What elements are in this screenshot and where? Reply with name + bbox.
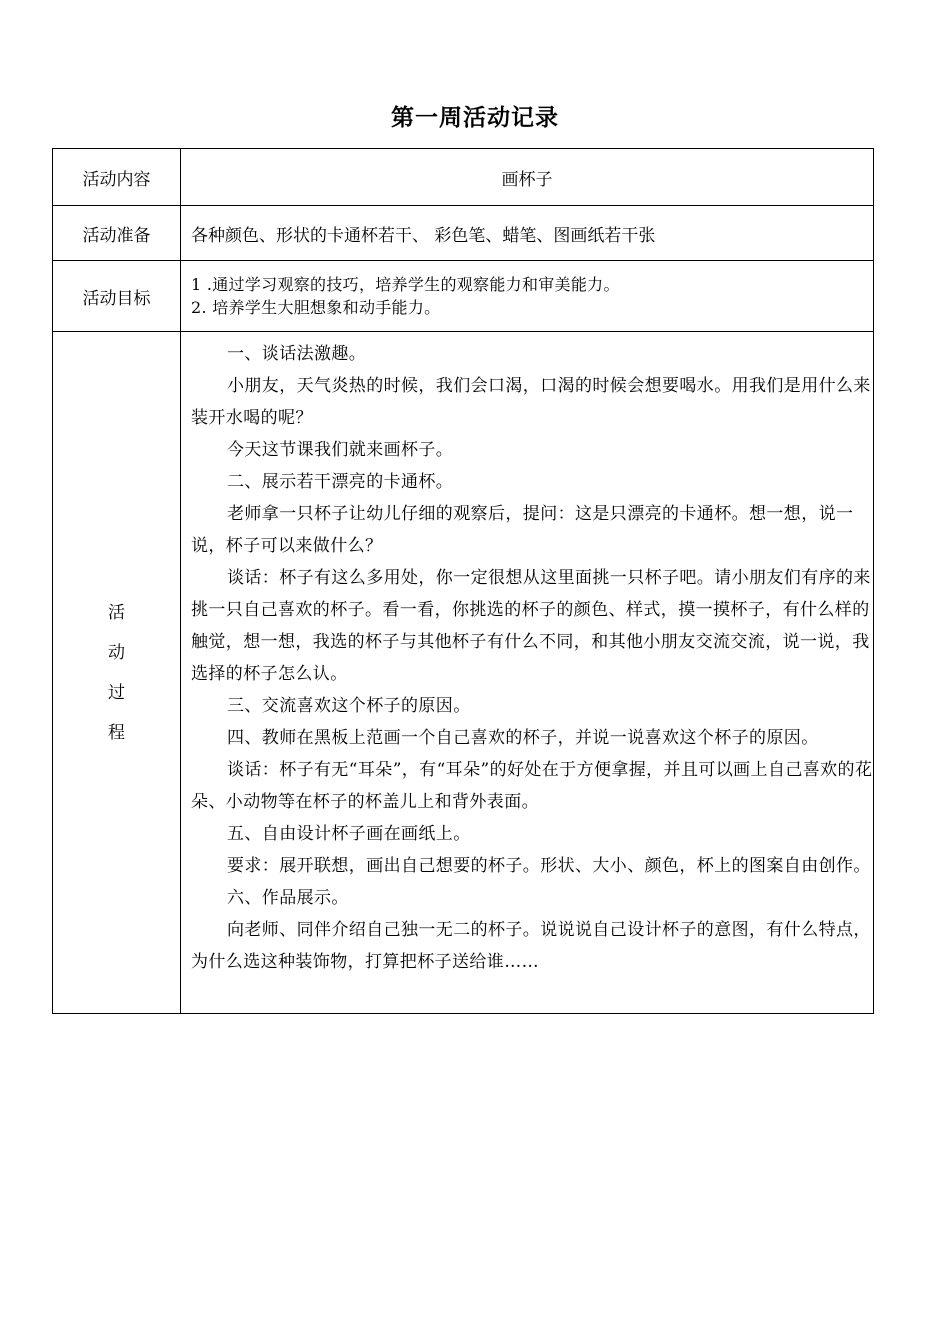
process-paragraph: 五、自由设计杯子画在画纸上。 — [227, 824, 471, 844]
row-activity-prep — [53, 206, 874, 261]
process-paragraph: 二、展示若干漂亮的卡通杯。 — [227, 472, 454, 492]
process-paragraph: 谈话：杯子有这么多用处，你一定很想从这里面挑一只杯子吧。请小朋友们有序的来挑一只自己喜欢的杯子。看一看，你挑选的杯子的颜色、样式，摸一摸杯子，有什么样的触觉，想一想，我选的杯子与其他杯子有什么不同，和其他小朋友交流交流，说一说，我选择的杯子怎么认。 — [191, 568, 871, 684]
label-activity-content: 活动内容 — [53, 149, 181, 206]
goal-line: 2. 培养学生大胆想象和动手能力。 — [191, 298, 441, 317]
value-activity-goal — [181, 261, 874, 332]
row-activity-process — [53, 332, 874, 1014]
label-char: 动 — [108, 642, 125, 663]
label-activity-goal: 活动目标 — [53, 261, 181, 332]
process-paragraph: 谈话：杯子有无“耳朵”，有“耳朵”的好处在于方便拿握，并且可以画上自己喜欢的花朵、小动物等在杯子的杯盖儿上和背外表面。 — [191, 760, 873, 812]
process-paragraph: 一、谈话法激趣。 — [227, 344, 367, 364]
label-char: 过 — [108, 682, 125, 703]
process-paragraph: 六、作品展示。 — [227, 888, 349, 908]
page-title: 第一周活动记录 — [391, 105, 559, 131]
process-paragraph: 小朋友，天气炎热的时候，我们会口渴，口渴的时候会想要喝水。用我们是用什么来装开水喝的呢？ — [191, 376, 871, 428]
process-paragraph: 老师拿一只杯子让幼儿仔细的观察后，提问：这是只漂亮的卡通杯。想一想，说一说，杯子可以来做什么？ — [191, 504, 854, 556]
row-activity-goal — [53, 261, 874, 332]
process-paragraph: 向老师、同伴介绍自己独一无二的杯子。说说说自己设计杯子的意图，有什么特点，为什么选这种装饰物，打算把杯子送给谁…… — [191, 920, 871, 972]
process-paragraph: 今天这节课我们就来画杯子。 — [227, 440, 454, 460]
activity-record-table — [52, 148, 874, 1014]
process-paragraph: 四、教师在黑板上范画一个自己喜欢的杯子，并说一说喜欢这个杯子的原因。 — [227, 728, 819, 748]
label-char: 程 — [108, 722, 125, 743]
process-paragraph: 要求：展开联想，画出自己想要的杯子。形状、大小、颜色，杯上的图案自由创作。 — [227, 856, 871, 876]
label-activity-prep: 活动准备 — [53, 206, 181, 261]
value-activity-prep: 各种颜色、形状的卡通杯若干、 彩色笔、蜡笔、图画纸若干张 — [181, 206, 874, 261]
goal-line: 1 .通过学习观察的技巧，培养学生的观察能力和审美能力。 — [191, 275, 620, 294]
label-activity-process — [53, 332, 181, 1014]
label-char: 活 — [108, 602, 125, 623]
value-activity-content: 画杯子 — [181, 149, 874, 206]
value-activity-process — [181, 332, 874, 1014]
row-activity-content — [53, 149, 874, 206]
process-paragraph: 三、交流喜欢这个杯子的原因。 — [227, 696, 471, 716]
